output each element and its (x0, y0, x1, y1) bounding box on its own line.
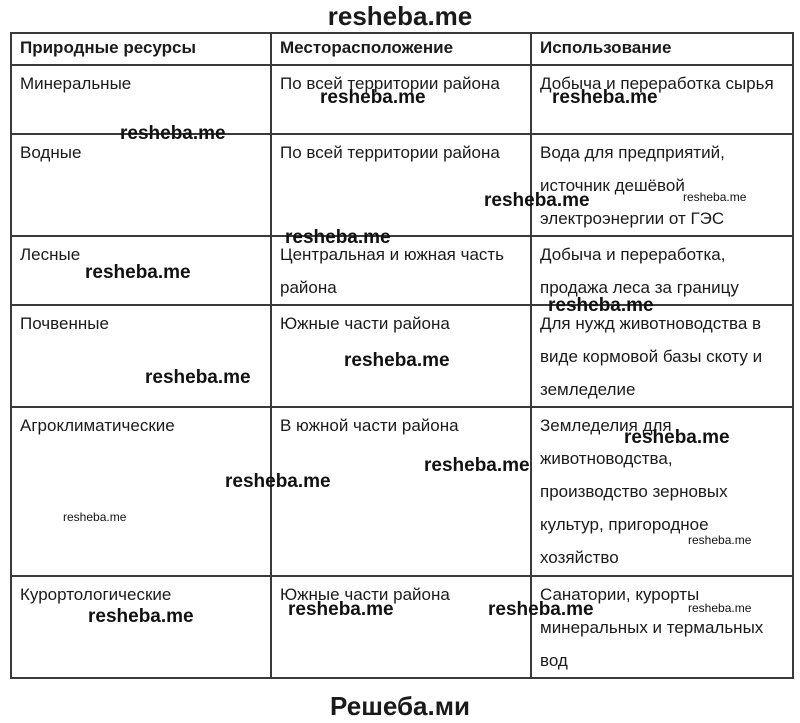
table-header-row (11, 33, 793, 65)
site-header: resheba.me (327, 1, 473, 31)
cell-usage: Добыча и переработка, продажа леса за границу (531, 236, 793, 305)
cell-resource: Водные (11, 134, 271, 236)
watermark: resheba.me (88, 606, 194, 627)
watermark: resheba.me (320, 87, 426, 108)
watermark: resheba.me (683, 190, 747, 204)
column-header-resources: Природные ресурсы (11, 33, 271, 65)
watermark: resheba.me (484, 190, 590, 211)
cell-location: По всей территории района (271, 65, 531, 134)
cell-resource: Минеральные (11, 65, 271, 134)
watermark: resheba.me (488, 599, 594, 620)
watermark: resheba.me (688, 601, 752, 615)
column-header-usage: Использование (531, 33, 793, 65)
watermark: resheba.me (688, 533, 752, 547)
watermark: resheba.me (424, 455, 530, 476)
cell-resource: Почвенные (11, 305, 271, 407)
watermark: resheba.me (285, 227, 391, 248)
watermark: resheba.me (145, 367, 251, 388)
cell-resource: Агроклиматические (11, 407, 271, 576)
watermark: resheba.me (548, 295, 654, 316)
cell-usage: Земледелия для животноводства, производство зерновых культур, пригородное хозяйство (531, 407, 793, 576)
watermark: resheba.me (552, 87, 658, 108)
cell-location: Центральная и южная часть района (271, 236, 531, 305)
watermark: resheba.me (225, 471, 331, 492)
watermark: resheba.me (85, 262, 191, 283)
cell-resource: Лесные (11, 236, 271, 305)
cell-location: В южной части района (271, 407, 531, 576)
watermark: resheba.me (63, 510, 127, 524)
watermark: resheba.me (344, 350, 450, 371)
watermark: resheba.me (120, 123, 226, 144)
cell-usage: Вода для предприятий, источник дешёвой электроэнергии от ГЭС (531, 134, 793, 236)
cell-usage: Санатории, курорты минеральных и термальных вод (531, 576, 793, 678)
site-footer: Решеба.ми (330, 691, 470, 721)
cell-usage: Для нужд животноводства в виде кормовой базы скоту и земледелие (531, 305, 793, 407)
cell-location: По всей территории района (271, 134, 531, 236)
table-row (11, 134, 793, 236)
column-header-location: Месторасположение (271, 33, 531, 65)
watermark: resheba.me (288, 599, 394, 620)
cell-usage: Добыча и переработка сырья (531, 65, 793, 134)
cell-resource: Курортологические (11, 576, 271, 678)
cell-location: Южные части района (271, 576, 531, 678)
watermark: resheba.me (624, 427, 730, 448)
cell-location: Южные части района (271, 305, 531, 407)
